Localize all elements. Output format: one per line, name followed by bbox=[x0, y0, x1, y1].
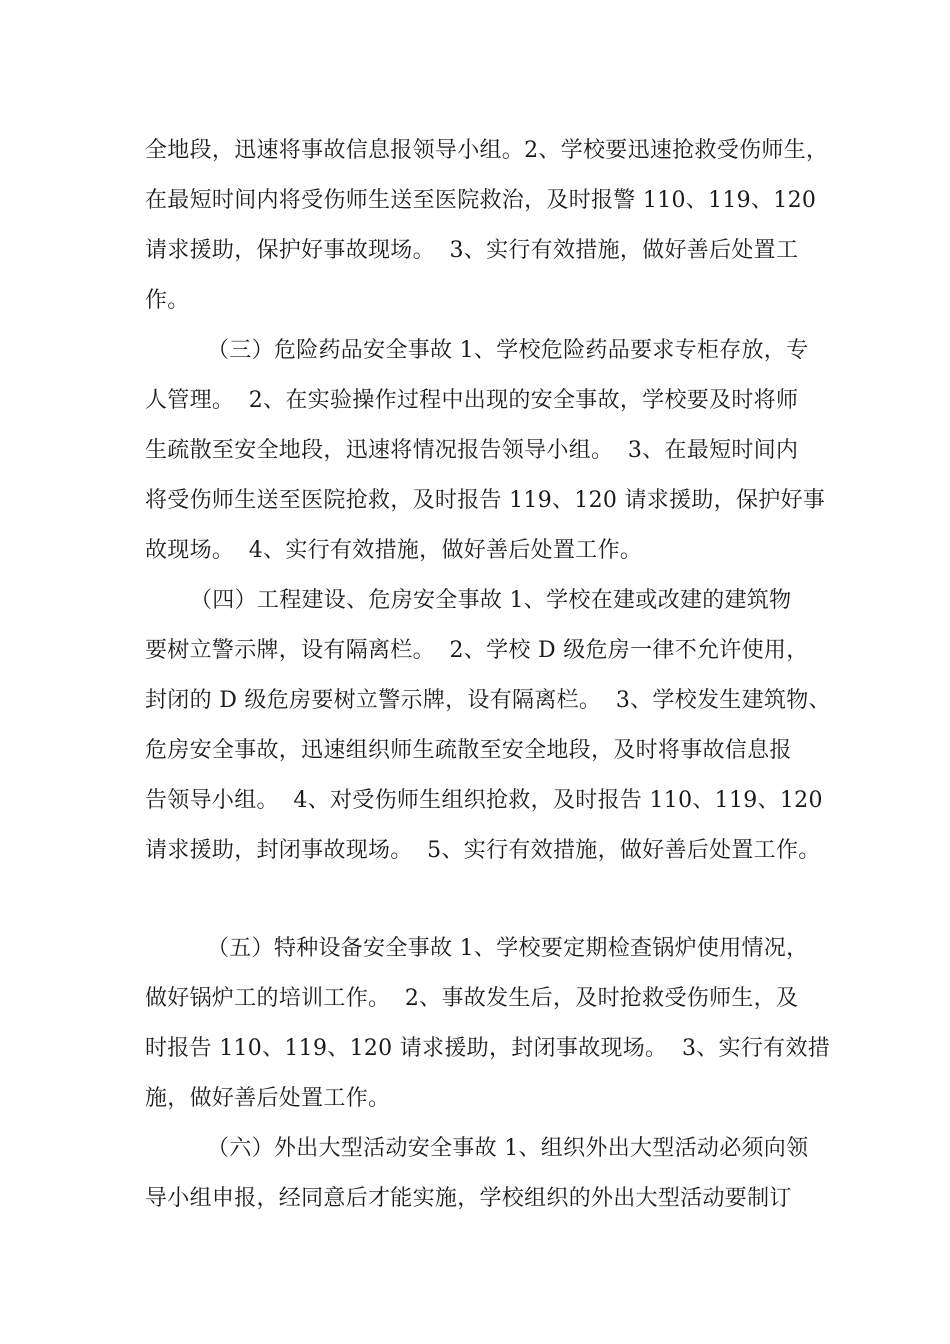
text-line-1: 全地段，迅速将事故信息报领导小组。2、学校要迅速抢救受伤师生， bbox=[145, 138, 829, 163]
text-line-2: 在最短时间内将受伤师生送至医院救治，及时报警 110、119、120 bbox=[145, 188, 817, 213]
text-line-9: 故现场。 4、实行有效措施，做好善后处置工作。 bbox=[145, 538, 643, 563]
text-line-12: 封闭的 D 级危房要树立警示牌，设有隔离栏。 3、学校发生建筑物、 bbox=[145, 688, 831, 713]
text-line-3: 请求援助，保护好事故现场。 3、实行有效措施，做好善后处置工 bbox=[145, 238, 799, 263]
section-4-heading-line: （四）工程建设、危房安全事故 1、学校在建或改建的建筑物 bbox=[190, 588, 792, 613]
text-line-14: 告领导小组。 4、对受伤师生组织抢救，及时报告 110、119、120 bbox=[145, 788, 823, 813]
text-line-7: 生疏散至安全地段，迅速将情况报告领导小组。 3、在最短时间内 bbox=[145, 438, 799, 463]
text-line-8: 将受伤师生送至医院抢救，及时报告 119、120 请求援助，保护好事 bbox=[145, 488, 826, 513]
section-6-heading-line: （六）外出大型活动安全事故 1、组织外出大型活动必须向领 bbox=[207, 1136, 809, 1161]
text-line-13: 危房安全事故，迅速组织师生疏散至安全地段，及时将事故信息报 bbox=[145, 738, 792, 763]
section-3-heading-line: （三）危险药品安全事故 1、学校危险药品要求专柜存放，专 bbox=[207, 338, 809, 363]
text-line-19: 施，做好善后处置工作。 bbox=[145, 1086, 391, 1111]
text-line-4: 作。 bbox=[145, 288, 190, 313]
text-line-6: 人管理。 2、在实验操作过程中出现的安全事故，学校要及时将师 bbox=[145, 388, 799, 413]
text-line-15: 请求援助，封闭事故现场。 5、实行有效措施，做好善后处置工作。 bbox=[145, 838, 821, 863]
text-line-17: 做好锅炉工的培训工作。 2、事故发生后，及时抢救受伤师生，及 bbox=[145, 986, 799, 1011]
text-line-18: 时报告 110、119、120 请求援助，封闭事故现场。 3、实行有效措 bbox=[145, 1036, 831, 1061]
text-line-11: 要树立警示牌，设有隔离栏。 2、学校 D 级危房一律不允许使用， bbox=[145, 638, 809, 663]
text-line-21: 导小组申报，经同意后才能实施，学校组织的外出大型活动要制订 bbox=[145, 1186, 792, 1211]
section-5-heading-line: （五）特种设备安全事故 1、学校要定期检查锅炉使用情况， bbox=[207, 936, 809, 961]
